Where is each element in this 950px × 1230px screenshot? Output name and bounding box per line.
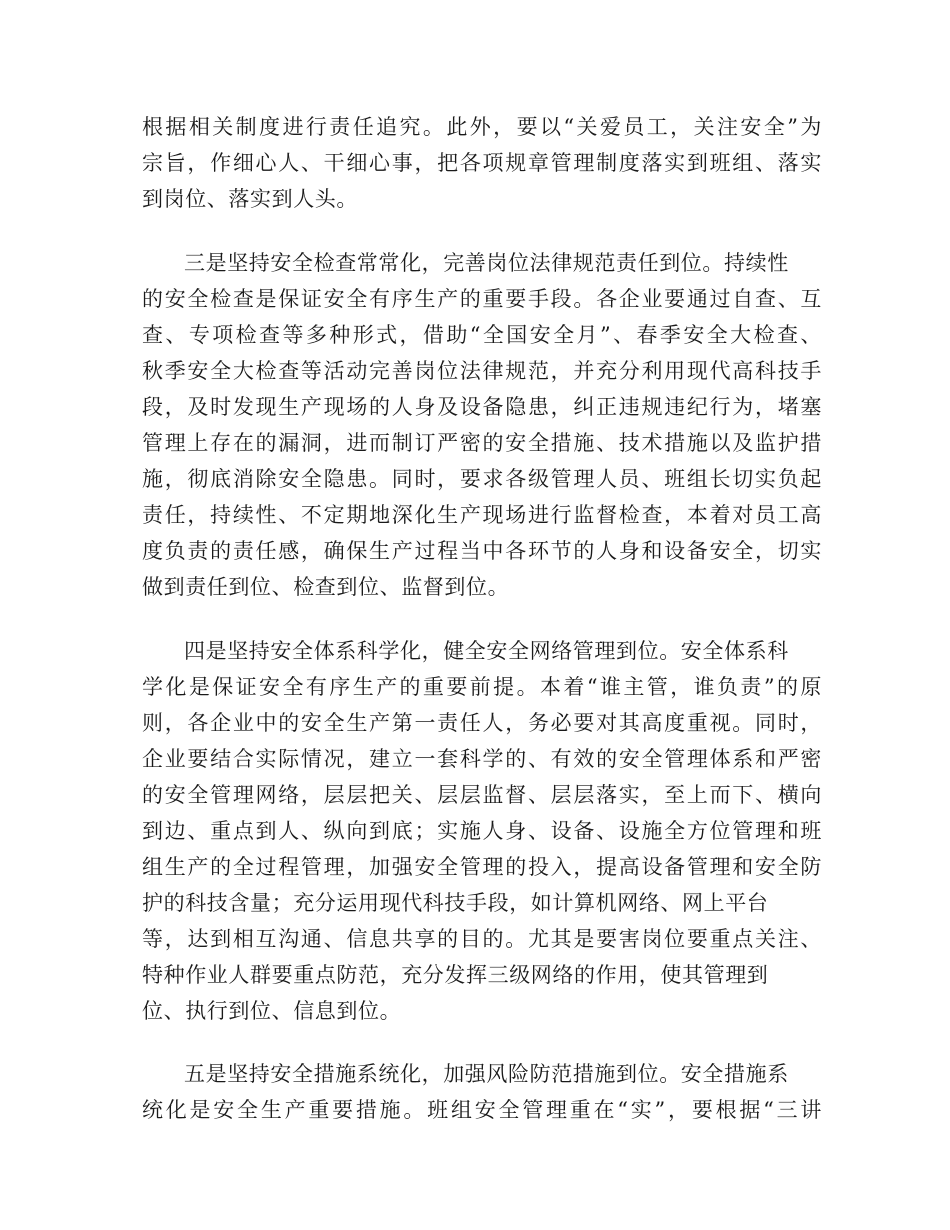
text-line: 企业要结合实际情况，建立一套科学的、有效的安全管理体系和严密 (142, 747, 822, 771)
text-line: 责任，持续性、不定期地深化生产现场进行监督检查，本着对员工高 (142, 503, 822, 527)
text-line: 位、执行到位、信息到位。 (142, 999, 402, 1023)
text-line: 五是坚持安全措施系统化，加强风险防范措施到位。安全措施系 (184, 1062, 789, 1086)
text-line: 秋季安全大检查等活动完善岗位法律规范，并充分利用现代高科技手 (142, 359, 822, 383)
text-line: 施，彻底消除安全隐患。同时，要求各级管理人员、班组长切实负起 (142, 467, 822, 491)
text-line: 学化是保证安全有序生产的重要前提。本着“谁主管，谁负责”的原 (142, 675, 823, 699)
text-line: 四是坚持安全体系科学化，健全安全网络管理到位。安全体系科 (184, 639, 789, 663)
text-line: 根据相关制度进行责任追究。此外，要以“关爱员工，关注安全”为 (142, 115, 822, 139)
text-line: 统化是安全生产重要措施。班组安全管理重在“实”，要根据“三讲 (142, 1098, 822, 1122)
text-line: 护的科技含量；充分运用现代科技手段，如计算机网络、网上平台 (142, 891, 769, 915)
text-line: 等，达到相互沟通、信息共享的目的。尤其是要害岗位要重点关注、 (142, 927, 822, 951)
text-line: 的安全管理网络，层层把关、层层监督、层层落实，至上而下、横向 (142, 783, 822, 807)
text-line: 管理上存在的漏洞，进而制订严密的安全措施、技术措施以及监护措 (142, 431, 822, 455)
text-line: 特种作业人群要重点防范，充分发挥三级网络的作用，使其管理到 (142, 963, 769, 987)
text-line: 三是坚持安全检查常常化，完善岗位法律规范责任到位。持续性 (184, 251, 789, 275)
text-line: 做到责任到位、检查到位、监督到位。 (142, 575, 510, 599)
text-line: 组生产的全过程管理，加强安全管理的投入，提高设备管理和安全防 (142, 855, 822, 879)
text-line: 宗旨，作细心人、干细心事，把各项规章管理制度落实到班组、落实 (142, 151, 822, 175)
text-line: 查、专项检查等多种形式，借助“全国安全月”、春季安全大检查、 (142, 323, 822, 347)
text-line: 到岗位、落实到人头。 (142, 187, 358, 211)
text-line: 的安全检查是保证安全有序生产的重要手段。各企业要通过自查、互 (142, 287, 822, 311)
text-line: 则，各企业中的安全生产第一责任人，务必要对其高度重视。同时， (142, 711, 822, 735)
text-line: 到边、重点到人、纵向到底；实施人身、设备、设施全方位管理和班 (142, 819, 822, 843)
text-line: 段，及时发现生产现场的人身及设备隐患，纠正违规违纪行为，堵塞 (142, 395, 822, 419)
text-line: 度负责的责任感，确保生产过程当中各环节的人身和设备安全，切实 (142, 539, 822, 563)
